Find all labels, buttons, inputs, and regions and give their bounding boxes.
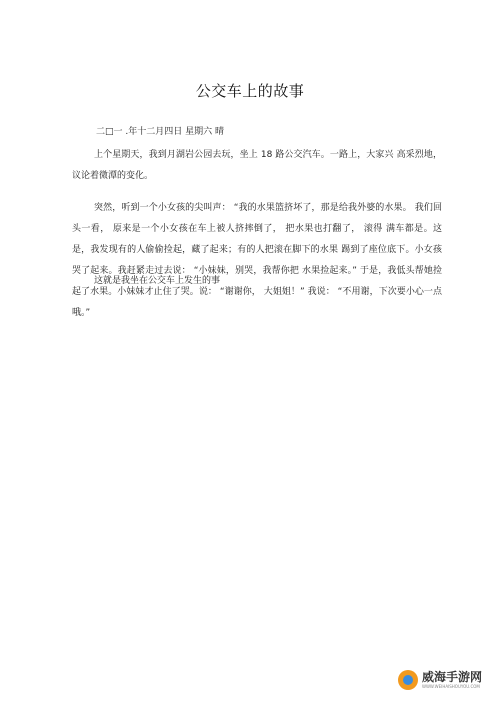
site-watermark (398, 670, 482, 690)
paragraph-3: 这就是我坐在公交车上发生的事 (94, 276, 221, 286)
watermark-subtext: WWW.WEIHAISHOUYOU.COM (421, 684, 480, 689)
paragraph-1: 上个星期天，我到月湖岩公园去玩，坐上 18 路公交汽车。一路上，大家兴 高采烈地，议论着微潭的变化。 (72, 150, 442, 181)
watermark-textbox (422, 670, 482, 690)
swirl-logo-icon (398, 670, 418, 690)
date-line: 二□一 .年十二月四日 星期六 晴 (96, 127, 224, 137)
document-title: 公交车上的故事 (195, 82, 305, 100)
paragraph-2: 突然，听到一个小女孩的尖叫声： “我的水果篮挤坏了，那是给我外婆的水果。 我们回头一看， 原来是一个小女孩在车上被人挤摔倒了， 把水果也打翻了， 滚得 满车都是。这是，我发现有的人偷偷捡起，藏了起来；有的人把滚在脚下的水果 踢到了座位底下。小女孩哭了起来。我赶紧走过去说： “小妹妹，别哭，我帮你把 水果捡起来。” 于是，我低头帮她捡起了水果。小妹妹才止住了哭。说： “谢谢你， 大姐姐！” 我说： “不用谢，下次要小心一点哦。” (72, 203, 442, 318)
watermark-text: 威海手游网 (421, 670, 482, 684)
